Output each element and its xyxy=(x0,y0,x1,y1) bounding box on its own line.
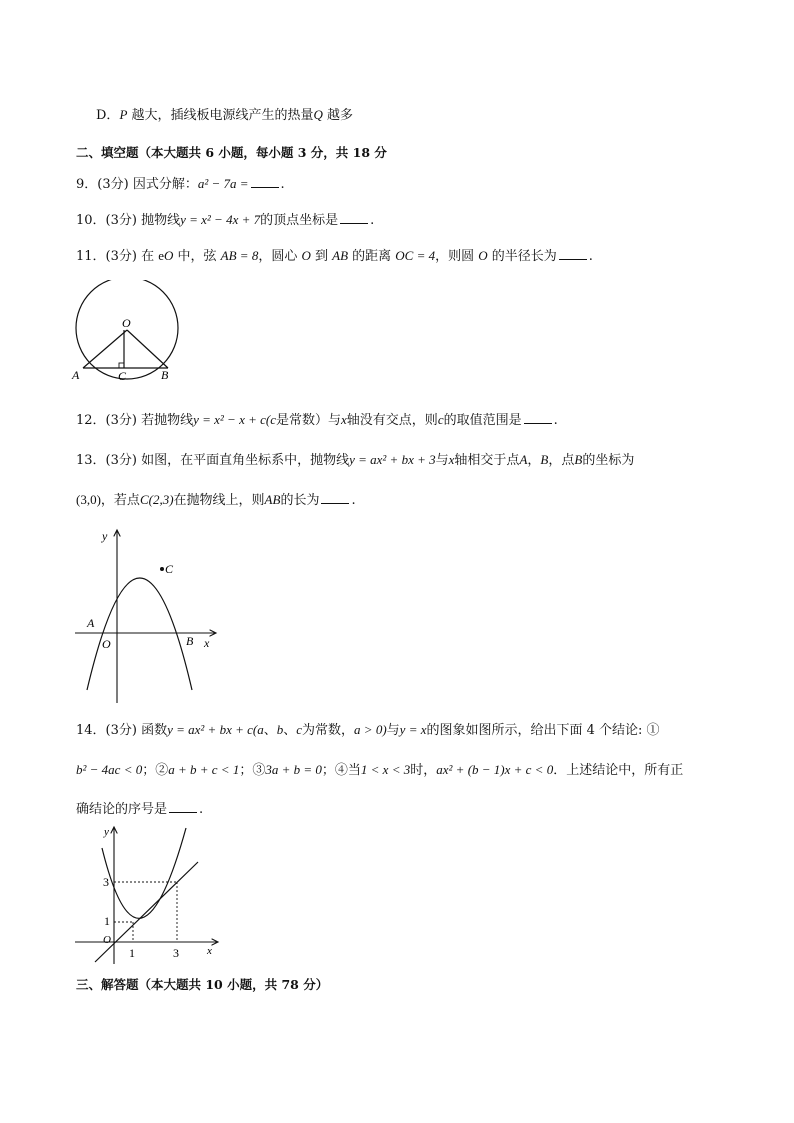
label-b: B xyxy=(186,634,194,648)
q13-point-c: C(2,3) xyxy=(139,492,174,507)
q11-o2: O xyxy=(301,248,311,263)
circle-symbol: e xyxy=(158,248,165,263)
option-d-text-b: 越多 xyxy=(322,108,354,123)
q13-end: . xyxy=(351,493,356,508)
label-y3: 3 xyxy=(103,875,109,889)
q14-c: c xyxy=(296,722,303,737)
q14-t8: ；④当 xyxy=(321,763,361,778)
q14-t4: 与 xyxy=(386,723,400,738)
q13-a: A xyxy=(519,452,528,467)
q11-t3: 到 xyxy=(310,249,333,264)
var-q: Q xyxy=(313,107,323,122)
question-11 xyxy=(76,247,593,266)
q13-b2: B xyxy=(574,452,583,467)
q14-s2: a + b + c < 1 xyxy=(168,762,240,777)
q14-t3: 为常数， xyxy=(302,723,355,738)
q14-end: . xyxy=(199,802,204,817)
label-o: O xyxy=(122,316,131,330)
question-14-line1 xyxy=(76,721,660,740)
q11-o: O xyxy=(164,248,174,263)
q10-math: y = x² − 4x + 7 xyxy=(180,212,261,227)
right-angle-mark xyxy=(119,363,124,368)
figure-11-circle xyxy=(70,280,190,385)
label-x: x xyxy=(207,945,212,957)
q13-b: B xyxy=(540,452,549,467)
segment-oa xyxy=(83,330,127,368)
q9-math: a² − 7a = xyxy=(197,176,249,191)
section2-heading: 二、填空题（本大题共 6 小题，每小题 3 分，共 18 分 xyxy=(76,145,387,160)
label-y1: 1 xyxy=(104,914,110,928)
q14-s1: b² − 4ac < 0 xyxy=(76,762,143,777)
q11-t5: ，则圆 xyxy=(435,249,479,264)
question-12 xyxy=(76,411,558,430)
q11-t4: 的距离 xyxy=(348,249,396,264)
q13-ab: AB xyxy=(264,492,281,507)
q13-t4: ，点 xyxy=(548,453,575,468)
q14-line: y = x xyxy=(399,722,427,737)
q12-c: c xyxy=(437,412,444,427)
question-9 xyxy=(76,175,285,194)
q13-t6: ，若点 xyxy=(100,493,140,508)
q12-answer-blank[interactable] xyxy=(524,411,552,424)
q14-t2: 、 xyxy=(283,723,297,738)
q14-t6: ；② xyxy=(142,763,169,778)
q9-lead: 9．(3分) 因式分解： xyxy=(76,177,198,192)
q14-s4: 1 < x < 3 xyxy=(360,762,411,777)
label-y: y xyxy=(104,826,109,838)
q13-t2: 轴相交于点 xyxy=(454,453,520,468)
figure-13-parabola xyxy=(70,525,225,705)
q10-lead: 10．(3分) 抛物线 xyxy=(76,213,181,228)
option-d-text-a: 越大，插线板电源线产生的热量 xyxy=(127,108,314,123)
label-x3: 3 xyxy=(173,946,179,960)
parabola-curve xyxy=(87,578,192,690)
q11-oc-eq: OC = 4 xyxy=(395,248,436,263)
label-c: C xyxy=(118,369,127,383)
question-10 xyxy=(76,211,374,230)
q13-t5: 的坐标为 xyxy=(582,453,635,468)
section3-heading: 三、解答题（本大题共 10 小题，共 78 分） xyxy=(76,977,329,992)
q12-math: y = x² − x + c(c xyxy=(193,412,276,427)
q13-t3: ， xyxy=(527,453,541,468)
parabola-curve xyxy=(102,828,186,918)
label-a: A xyxy=(87,616,95,630)
label-x: x xyxy=(204,636,210,650)
q11-t2: ，圆心 xyxy=(258,249,302,264)
q14-t11: 确结论的序号是 xyxy=(76,802,168,817)
q9-answer-blank[interactable] xyxy=(251,175,279,188)
q14-math: y = ax² + bx + c(a xyxy=(167,722,264,737)
q11-t1: 中，弦 xyxy=(173,249,221,264)
q11-o3: O xyxy=(478,248,488,263)
q11-ab: AB xyxy=(332,248,349,263)
question-14-line3 xyxy=(76,800,203,819)
q14-t9: 时， xyxy=(410,763,437,778)
q13-answer-blank[interactable] xyxy=(321,491,349,504)
q13-x: x xyxy=(448,452,455,467)
q14-t7: ；③ xyxy=(239,763,266,778)
label-o: O xyxy=(103,934,111,946)
q11-end: . xyxy=(588,249,593,264)
q10-tail: 的顶点坐标是 xyxy=(260,213,339,228)
q14-lead: 14．(3分) 函数 xyxy=(76,723,168,738)
q12-x: x xyxy=(341,412,347,427)
q13-math: y = ax² + bx + 3 xyxy=(349,452,436,467)
q13-lead: 13．(3分) 如图，在平面直角坐标系中，抛物线 xyxy=(76,453,350,468)
q11-answer-blank[interactable] xyxy=(559,247,587,260)
q13-t7: 在抛物线上，则 xyxy=(173,493,265,508)
q14-answer-blank[interactable] xyxy=(169,800,197,813)
q11-lead: 11．(3分) 在 xyxy=(76,249,159,264)
question-13-line2 xyxy=(76,491,356,510)
q14-t5: 的图象如图所示，给出下面 4 个结论: ① xyxy=(426,723,660,738)
q13-point-b: (3,0) xyxy=(76,492,101,507)
question-13-line1 xyxy=(76,451,634,470)
label-b: B xyxy=(161,368,169,382)
label-a: A xyxy=(72,368,80,382)
q14-cond: a > 0) xyxy=(354,722,387,737)
q13-t8: 的长为 xyxy=(280,493,320,508)
q12-t3: 的取值范围是 xyxy=(443,413,522,428)
q14-t1: 、 xyxy=(263,723,277,738)
q9-end: . xyxy=(280,177,285,192)
q14-b: b xyxy=(276,722,284,737)
q13-t1: 与 xyxy=(435,453,449,468)
q11-ab-eq: AB = 8 xyxy=(220,248,259,263)
point-c xyxy=(160,567,164,571)
option-d xyxy=(96,106,353,125)
q14-s3: 3a + b = 0 xyxy=(265,762,322,777)
q12-t1: 是常数）与 xyxy=(276,413,342,428)
segment-ob xyxy=(127,330,168,368)
q12-lead: 12．(3分) 若抛物线 xyxy=(76,413,194,428)
q12-t2: 轴没有交点，则 xyxy=(346,413,438,428)
q14-t10: ．上述结论中，所有正 xyxy=(553,763,684,778)
question-14-line2 xyxy=(76,761,683,780)
figure-14-graph xyxy=(70,822,225,967)
option-d-prefix: D． xyxy=(96,108,120,123)
label-o: O xyxy=(102,637,111,651)
q14-s5: ax² + (b − 1)x + c < 0 xyxy=(436,762,554,777)
q10-answer-blank[interactable] xyxy=(340,211,368,224)
label-y: y xyxy=(102,529,108,543)
label-c: C xyxy=(165,562,174,576)
q12-end: . xyxy=(553,413,558,428)
label-x1: 1 xyxy=(129,946,135,960)
q11-t6: 的半径长为 xyxy=(487,249,557,264)
var-p: P xyxy=(119,107,128,122)
q10-end: . xyxy=(370,213,375,228)
